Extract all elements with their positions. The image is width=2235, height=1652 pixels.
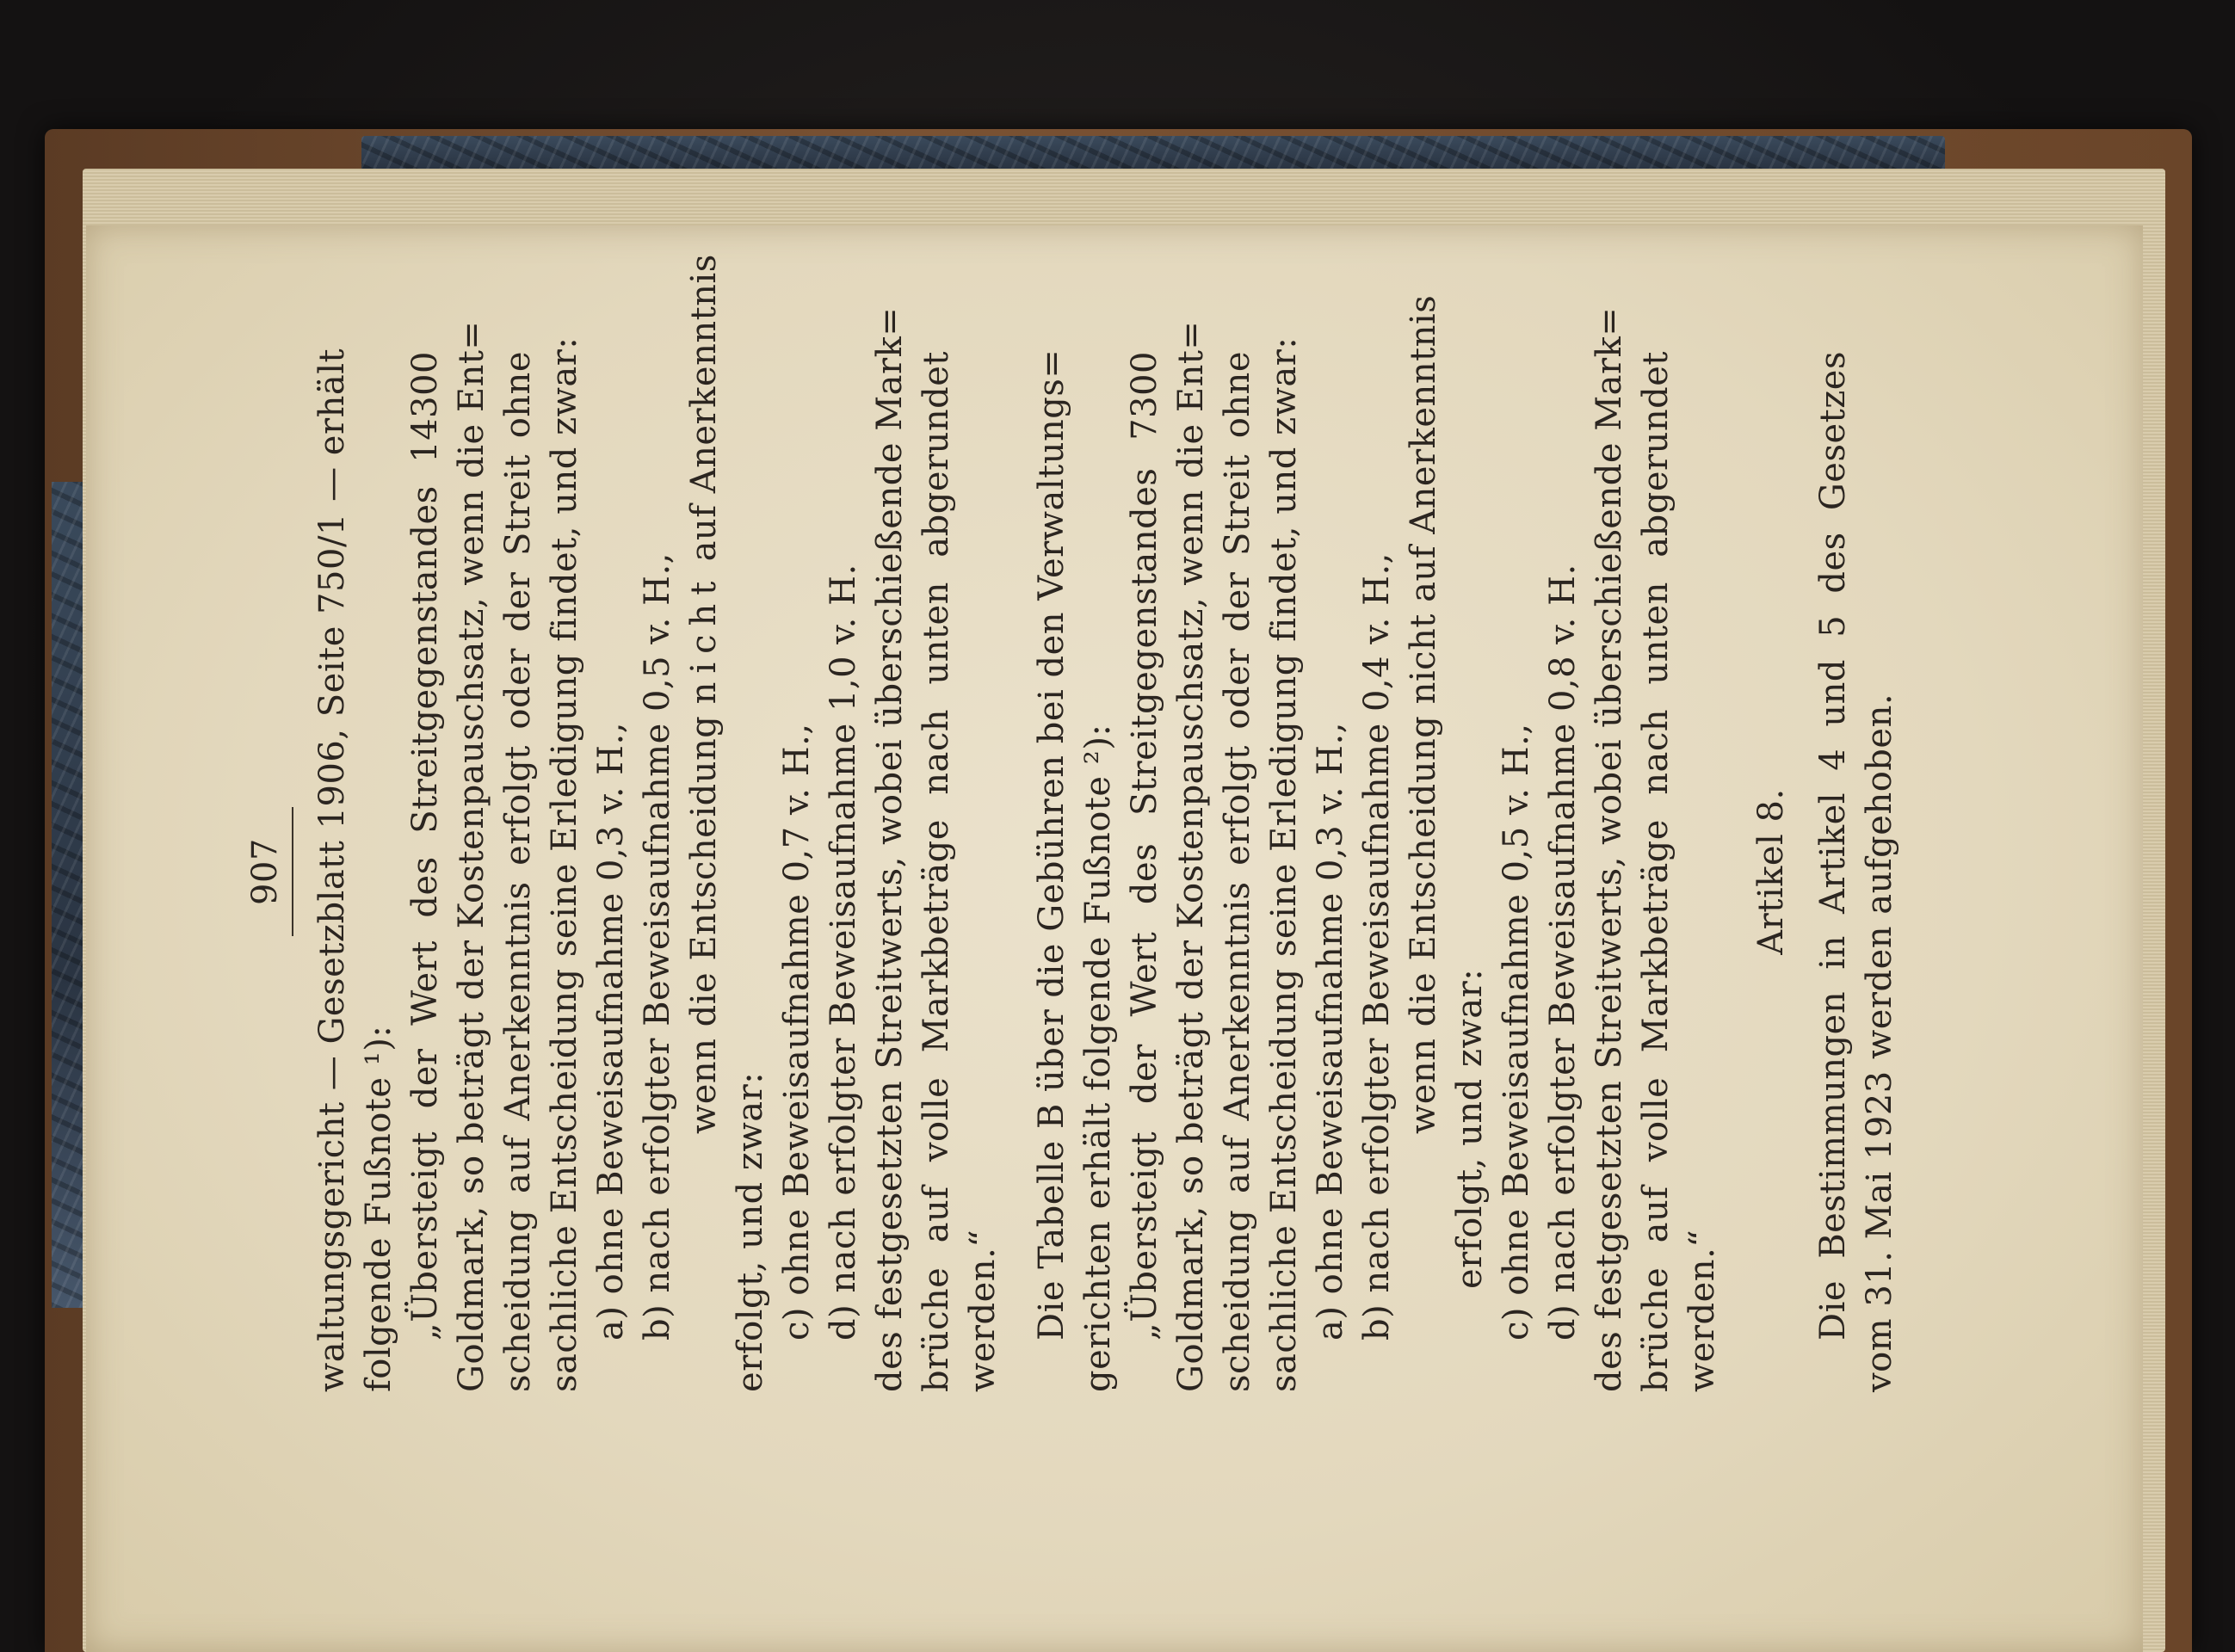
text-line: c) ohne Beweisaufnahme 0,7 v. H., [777,723,817,1341]
header-rule [292,807,293,936]
text-line: „Übersteigt der Wert des Streitgegenstandes 14300 [405,351,445,1341]
text-line: vom 31. Mai 1923 werden aufgehoben. [1860,693,1899,1392]
text-line [681,254,727,1392]
text-line: a) ohne Beweisaufnahme 0,3 v. H., [1311,722,1350,1341]
text-line: c) ohne Beweisaufnahme 0,5 v. H., [1497,723,1536,1341]
text-line: sachliche Entscheidung seine Erledigung findet, und zwar: [1264,336,1304,1392]
text-line: brüche auf volle Markbeträge nach unten abgerundet [1636,351,1676,1392]
text-line: d) nach erfolgter Beweisaufnahme 0,8 v. H. [1543,564,1583,1341]
text-line: Goldmark, so beträgt der Kostenpauschsatz, wenn die Ent= [1171,320,1211,1392]
text-line: Goldmark, so beträgt der Kostenpauschsatz, wenn die Ent= [452,320,491,1392]
spaced-emphasis: nicht [684,572,724,705]
text-line: des festgesetzten Streitwerts, wobei überschießende Mark= [1590,306,1629,1392]
text-line: des festgesetzten Streitwerts, wobei überschießende Mark= [870,306,910,1392]
text-line: folgende Fußnote ¹): [359,1025,398,1392]
text-line: „Übersteigt der Wert des Streitgegenstandes 7300 [1125,351,1164,1341]
marbled-endpaper-left [52,482,86,1308]
text-line: a) ohne Beweisaufnahme 0,3 v. H., [591,722,631,1341]
text-line: sachliche Entscheidung seine Erledigung findet, und zwar: [545,336,584,1392]
page-text [201,254,1903,1392]
paragraph-gap [1006,351,1028,1392]
text-line: scheidung auf Anerkenntnis erfolgt oder der Streit ohne [1218,351,1257,1392]
text-line: gerichten erhält folgende Fußnote ²): [1078,724,1118,1392]
text-line: b) nach erfolgter Beweisaufnahme 0,5 v. H., [638,552,677,1341]
text-line: b) nach erfolgter Beweisaufnahme 0,4 v. H., [1357,552,1397,1341]
text-line: werden.“ [1682,1229,1722,1392]
text-line: waltungsgericht — Gesetzblatt 1906, Seite 750/1 — erhält [312,348,352,1392]
text-line: brüche auf volle Markbeträge nach unten abgerundet [917,351,956,1392]
text-span: auf Anerkenntnis [684,254,724,573]
text-span: wenn die Entscheidung [684,704,724,1134]
text-line: d) nach erfolgter Beweisaufnahme 1,0 v. H. [824,564,863,1341]
article-heading: Artikel 8. [1751,788,1791,955]
text-line: scheidung auf Anerkenntnis erfolgt oder der Streit ohne [498,351,538,1392]
page-number: 907 [245,838,285,905]
text-line: werden.“ [963,1229,1003,1392]
rotated-text-block [201,198,1899,1437]
text-line: Die Bestimmungen in Artikel 4 und 5 des Gesetzes [1813,351,1853,1341]
text-line: wenn die Entscheidung nicht auf Anerkenntnis [1404,294,1443,1134]
text-line: erfolgt, und zwar: [1450,968,1490,1289]
text-line: Die Tabelle B über die Gebühren bei den Verwaltungs= [1032,348,1071,1341]
text-line: erfolgt, und zwar: [731,1071,770,1392]
